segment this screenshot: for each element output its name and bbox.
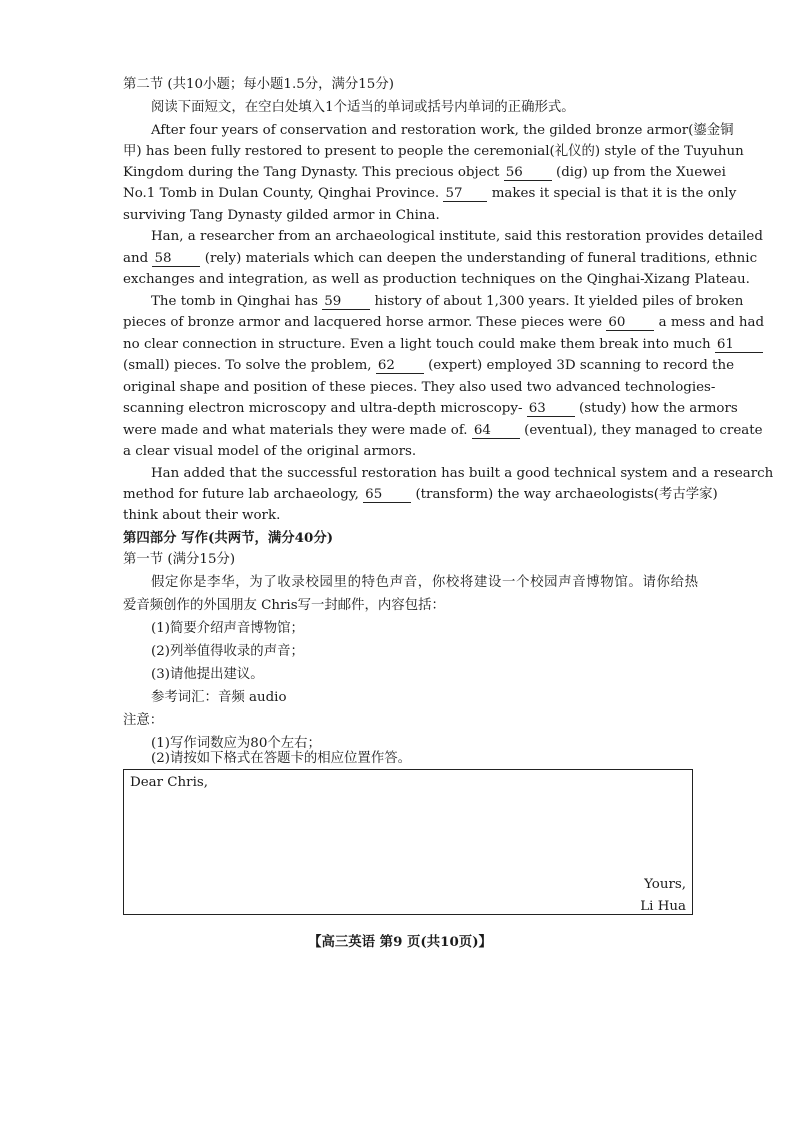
p1-line-4 [123,185,737,203]
p1-line-2: 甲) has been fully restored to present to people the ceremonial(礼仪的) style of the Tuyuhun [123,144,744,159]
text-segment: history of about 1,300 years. It yielded piles of broken [374,294,744,309]
blank-58[interactable]: 58 [152,251,200,267]
text-segment: (study) how the armors [579,401,738,416]
prompt-item-3: (3)请他提出建议。 [151,667,264,682]
p4-line-2 [123,486,718,504]
part4-title: 第四部分 写作(共两节，满分40分) [123,530,334,546]
page-footer: 【高三英语 第9 页(共10页)】 [308,934,492,950]
p2-line-1: Han, a researcher from an archaeological institute, said this restoration provides detailed [151,229,763,244]
prompt-line-2: 爱音频创作的外国朋友 Chris写一封邮件，内容包括： [123,598,445,613]
blank-62[interactable]: 62 [376,358,424,374]
letter-closing: Yours, [644,877,686,892]
p3-line-6 [123,400,738,418]
text-segment: The tomb in Qinghai has [151,294,318,309]
p1-line-5: surviving Tang Dynasty gilded armor in China. [123,208,440,223]
text-segment: a mess and had [658,315,765,330]
text-segment: and [123,251,149,266]
p3-line-4 [123,357,734,375]
note-title: 注意： [123,713,164,728]
text-segment: method for future lab archaeology, [123,487,359,502]
p2-line-3: exchanges and integration, as well as production techniques on the Qinghai-Xizang Plateau. [123,272,750,287]
blank-56[interactable]: 56 [504,165,552,181]
text-segment: (dig) up from the Xuewei [555,165,726,180]
prompt-item-2: (2)列举值得收录的声音； [151,644,304,659]
p3-line-8: a clear visual model of the original armors. [123,444,417,459]
prompt-line-1: 假定你是李华，为了收录校园里的特色声音，你校将建设一个校园声音博物馆。请你给热 [151,575,698,590]
vocab-hint: 参考词汇：音频 audio [151,690,287,705]
p2-line-2 [123,250,758,268]
text-segment: pieces of bronze armor and lacquered horse armor. These pieces were [123,315,603,330]
text-segment: (transform) the way archaeologists(考古学家) [415,487,718,502]
letter-signature: Li Hua [640,899,686,914]
note-item-1: (1)写作词数应为80个左右； [151,736,321,751]
prompt-item-1: (1)简要介绍声音博物馆； [151,621,304,636]
text-segment: no clear connection in structure. Even a light touch could make them break into much [123,337,711,352]
blank-57[interactable]: 57 [443,186,487,202]
text-segment: makes it special is that it is the only [491,186,737,201]
text-segment: (rely) materials which can deepen the understanding of funeral traditions, ethnic [204,251,758,266]
blank-60[interactable]: 60 [606,315,654,331]
p3-line-2 [123,314,765,332]
p4-line-3: think about their work. [123,508,281,523]
blank-59[interactable]: 59 [322,294,370,310]
text-segment: (expert) employed 3D scanning to record the [428,358,734,373]
blank-64[interactable]: 64 [472,423,520,439]
blank-61[interactable]: 61 [715,337,763,353]
text-segment: (eventual), they managed to create [524,423,763,438]
p1-line-3 [123,164,726,182]
section-instruction: 阅读下面短文，在空白处填入1个适当的单词或括号内单词的正确形式。 [151,100,575,115]
part4-section1-title: 第一节 (满分15分) [123,552,236,567]
text-segment: Kingdom during the Tang Dynasty. This precious object [123,165,500,180]
p3-line-3 [123,336,734,354]
p3-line-1 [151,293,744,311]
text-segment: (small) pieces. To solve the problem, [123,358,372,373]
p3-line-5: original shape and position of these pieces. They also used two advanced technologies- [123,380,716,395]
blank-65[interactable]: 65 [363,487,411,503]
blank-63[interactable]: 63 [527,401,575,417]
p1-line-1: After four years of conservation and restoration work, the gilded bronze armor(鎏金铜 [151,123,734,138]
p4-line-1: Han added that the successful restoration has built a good technical system and a research [151,466,774,481]
section-title: 第二节 (共10小题；每小题1.5分，满分15分) [123,77,394,92]
answer-box[interactable] [123,769,693,915]
note-item-2: (2)请按如下格式在答题卡的相应位置作答。 [151,751,411,766]
text-segment: scanning electron microscopy and ultra-depth microscopy- [123,401,523,416]
text-segment: No.1 Tomb in Dulan County, Qinghai Province. [123,186,440,201]
text-segment: were made and what materials they were made of. [123,423,468,438]
p3-line-7 [123,422,763,440]
letter-greeting: Dear Chris, [130,775,208,790]
